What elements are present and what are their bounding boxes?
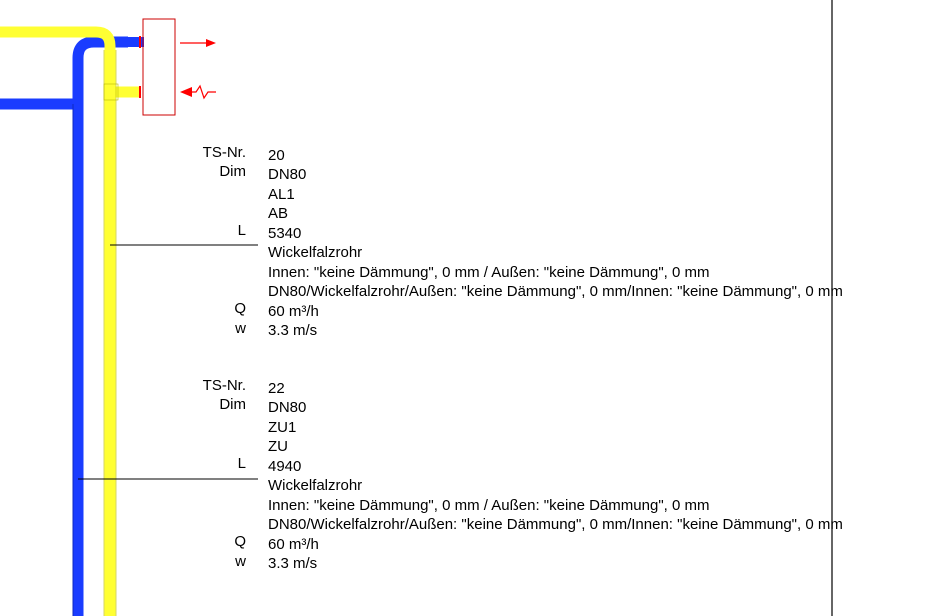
flow-value: 60 m³/h xyxy=(268,536,319,553)
length-key: L xyxy=(237,455,246,472)
length-value: 5340 xyxy=(268,225,302,242)
ts-nr-value: 22 xyxy=(268,380,285,397)
system-value: AL1 xyxy=(268,186,295,203)
ts-nr-value: 20 xyxy=(268,147,285,164)
supply-duct xyxy=(0,37,144,616)
system-value: ZU1 xyxy=(268,419,297,436)
flow-key: Q xyxy=(234,300,246,317)
supply-duct-riser xyxy=(78,42,128,616)
exhaust-duct-main xyxy=(0,32,110,616)
velocity-value: 3.3 m/s xyxy=(268,322,318,339)
insulation-value: Innen: "keine Dämmung", 0 mm / Außen: "keine Dämmung", 0 mm xyxy=(268,264,710,281)
ts-nr-key: TS-Nr. xyxy=(202,377,246,394)
ts-nr-key: TS-Nr. xyxy=(202,144,246,161)
insulation-value: Innen: "keine Dämmung", 0 mm / Außen: "keine Dämmung", 0 mm xyxy=(268,497,710,514)
material-value: Wickelfalzrohr xyxy=(268,244,363,261)
velocity-value: 3.3 m/s xyxy=(268,555,318,572)
exhaust-duct xyxy=(0,32,140,616)
supply-in-arrow xyxy=(180,86,216,98)
description-value: DN80/Wickelfalzrohr/Außen: "keine Dämmung", 0 mm/Innen: "keine Dämmung", 0 mm xyxy=(268,283,843,300)
dim-value: DN80 xyxy=(268,166,307,183)
velocity-key: w xyxy=(235,320,246,337)
flow-value: 60 m³/h xyxy=(268,303,319,320)
supply-duct-connector xyxy=(128,37,144,47)
exhaust-out-arrow xyxy=(180,39,216,47)
dim-key: Dim xyxy=(219,396,246,413)
exhaust-out-arrow-head xyxy=(206,39,216,47)
flow-key: Q xyxy=(234,533,246,550)
type-value: ZU xyxy=(268,438,288,455)
length-key: L xyxy=(237,222,246,239)
dim-value: DN80 xyxy=(268,399,307,416)
velocity-key: w xyxy=(235,553,246,570)
ventilation-unit xyxy=(143,19,175,115)
supply-in-wave xyxy=(190,86,216,98)
material-value: Wickelfalzrohr xyxy=(268,477,363,494)
description-value: DN80/Wickelfalzrohr/Außen: "keine Dämmung", 0 mm/Innen: "keine Dämmung", 0 mm xyxy=(268,516,843,533)
type-value: AB xyxy=(268,205,289,222)
dim-key: Dim xyxy=(219,163,246,180)
length-value: 4940 xyxy=(268,458,302,475)
